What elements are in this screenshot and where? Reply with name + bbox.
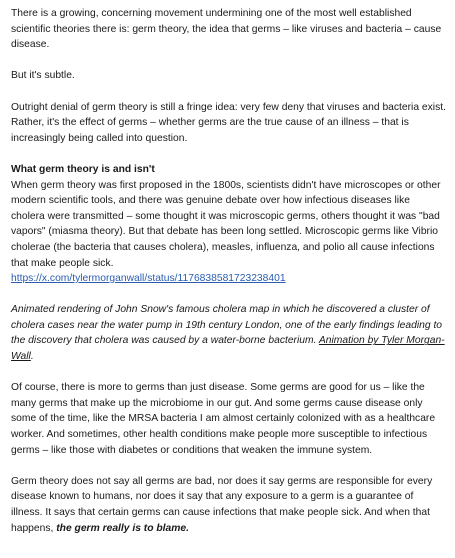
conclusion-paragraph: [11, 474, 446, 536]
caption-text: Animated rendering of John Snow's famous cholera map in which he discovered a cluster of cholera cases near the water pump in 19th century London, one of the early findings leading to the discovery that cholera was caused by a water-borne bacterium.: [11, 304, 443, 347]
subtle-paragraph: But it's subtle.: [11, 70, 75, 82]
conclusion-emphasis: the germ really is to blame.: [56, 522, 189, 534]
figure-caption: [11, 302, 446, 364]
section-heading: What germ theory is and isn't: [11, 163, 155, 175]
tweet-link[interactable]: https://x.com/tylermorganwall/status/1176838581723238401: [11, 273, 286, 285]
caption-period: .: [30, 351, 34, 363]
conclusion-text: Germ theory does not say all germs are bad, nor does it say germs are responsible for every disease known to humans, nor does it say that any exposure to a germ is a guarantee of illness. It says that certain germs can cause infections that make people sick. And when that happens,: [11, 475, 433, 534]
history-paragraph: When germ theory was first proposed in the 1800s, scientists didn't have microscopes or other modern scientific tools, and there was genuine debate over how infectious diseases like cholera were transmitted – some thought it was microscopic germs, others thought it was "bad vapors" (miasma theory). But that debate has been long settled. Microscopic germs like Vibrio cholerae (the bacteria that causes cholera), measles, influenza, and polio all cause infections that make people sick.: [11, 179, 441, 269]
microbiome-paragraph: Of course, there is more to germs than just disease. Some germs are good for us – like the many germs that make up the microbiome in our gut. And some germs cause disease only some of the time, like the MRSA bacteria I am almost certainly colonized with as a healthcare worker. And sometimes, other health conditions make people more susceptible to infectious germs – like those with diabetes or conditions that weaken the immune system.: [11, 382, 436, 456]
fringe-paragraph: Outright denial of germ theory is still a fringe idea: very few deny that viruses and bacteria exist. Rather, it's the effect of germs – whether germs are the true cause of an illness – that is increasingly being called into question.: [11, 101, 446, 144]
animation-credit-link[interactable]: Animation by Tyler Morgan-Wall: [11, 335, 445, 363]
history-section: [11, 162, 446, 287]
intro-paragraph: There is a growing, concerning movement undermining one of the most well established scientific theories there is: germ theory, the idea that germs – like viruses and bacteria – cause disease.: [11, 8, 442, 51]
